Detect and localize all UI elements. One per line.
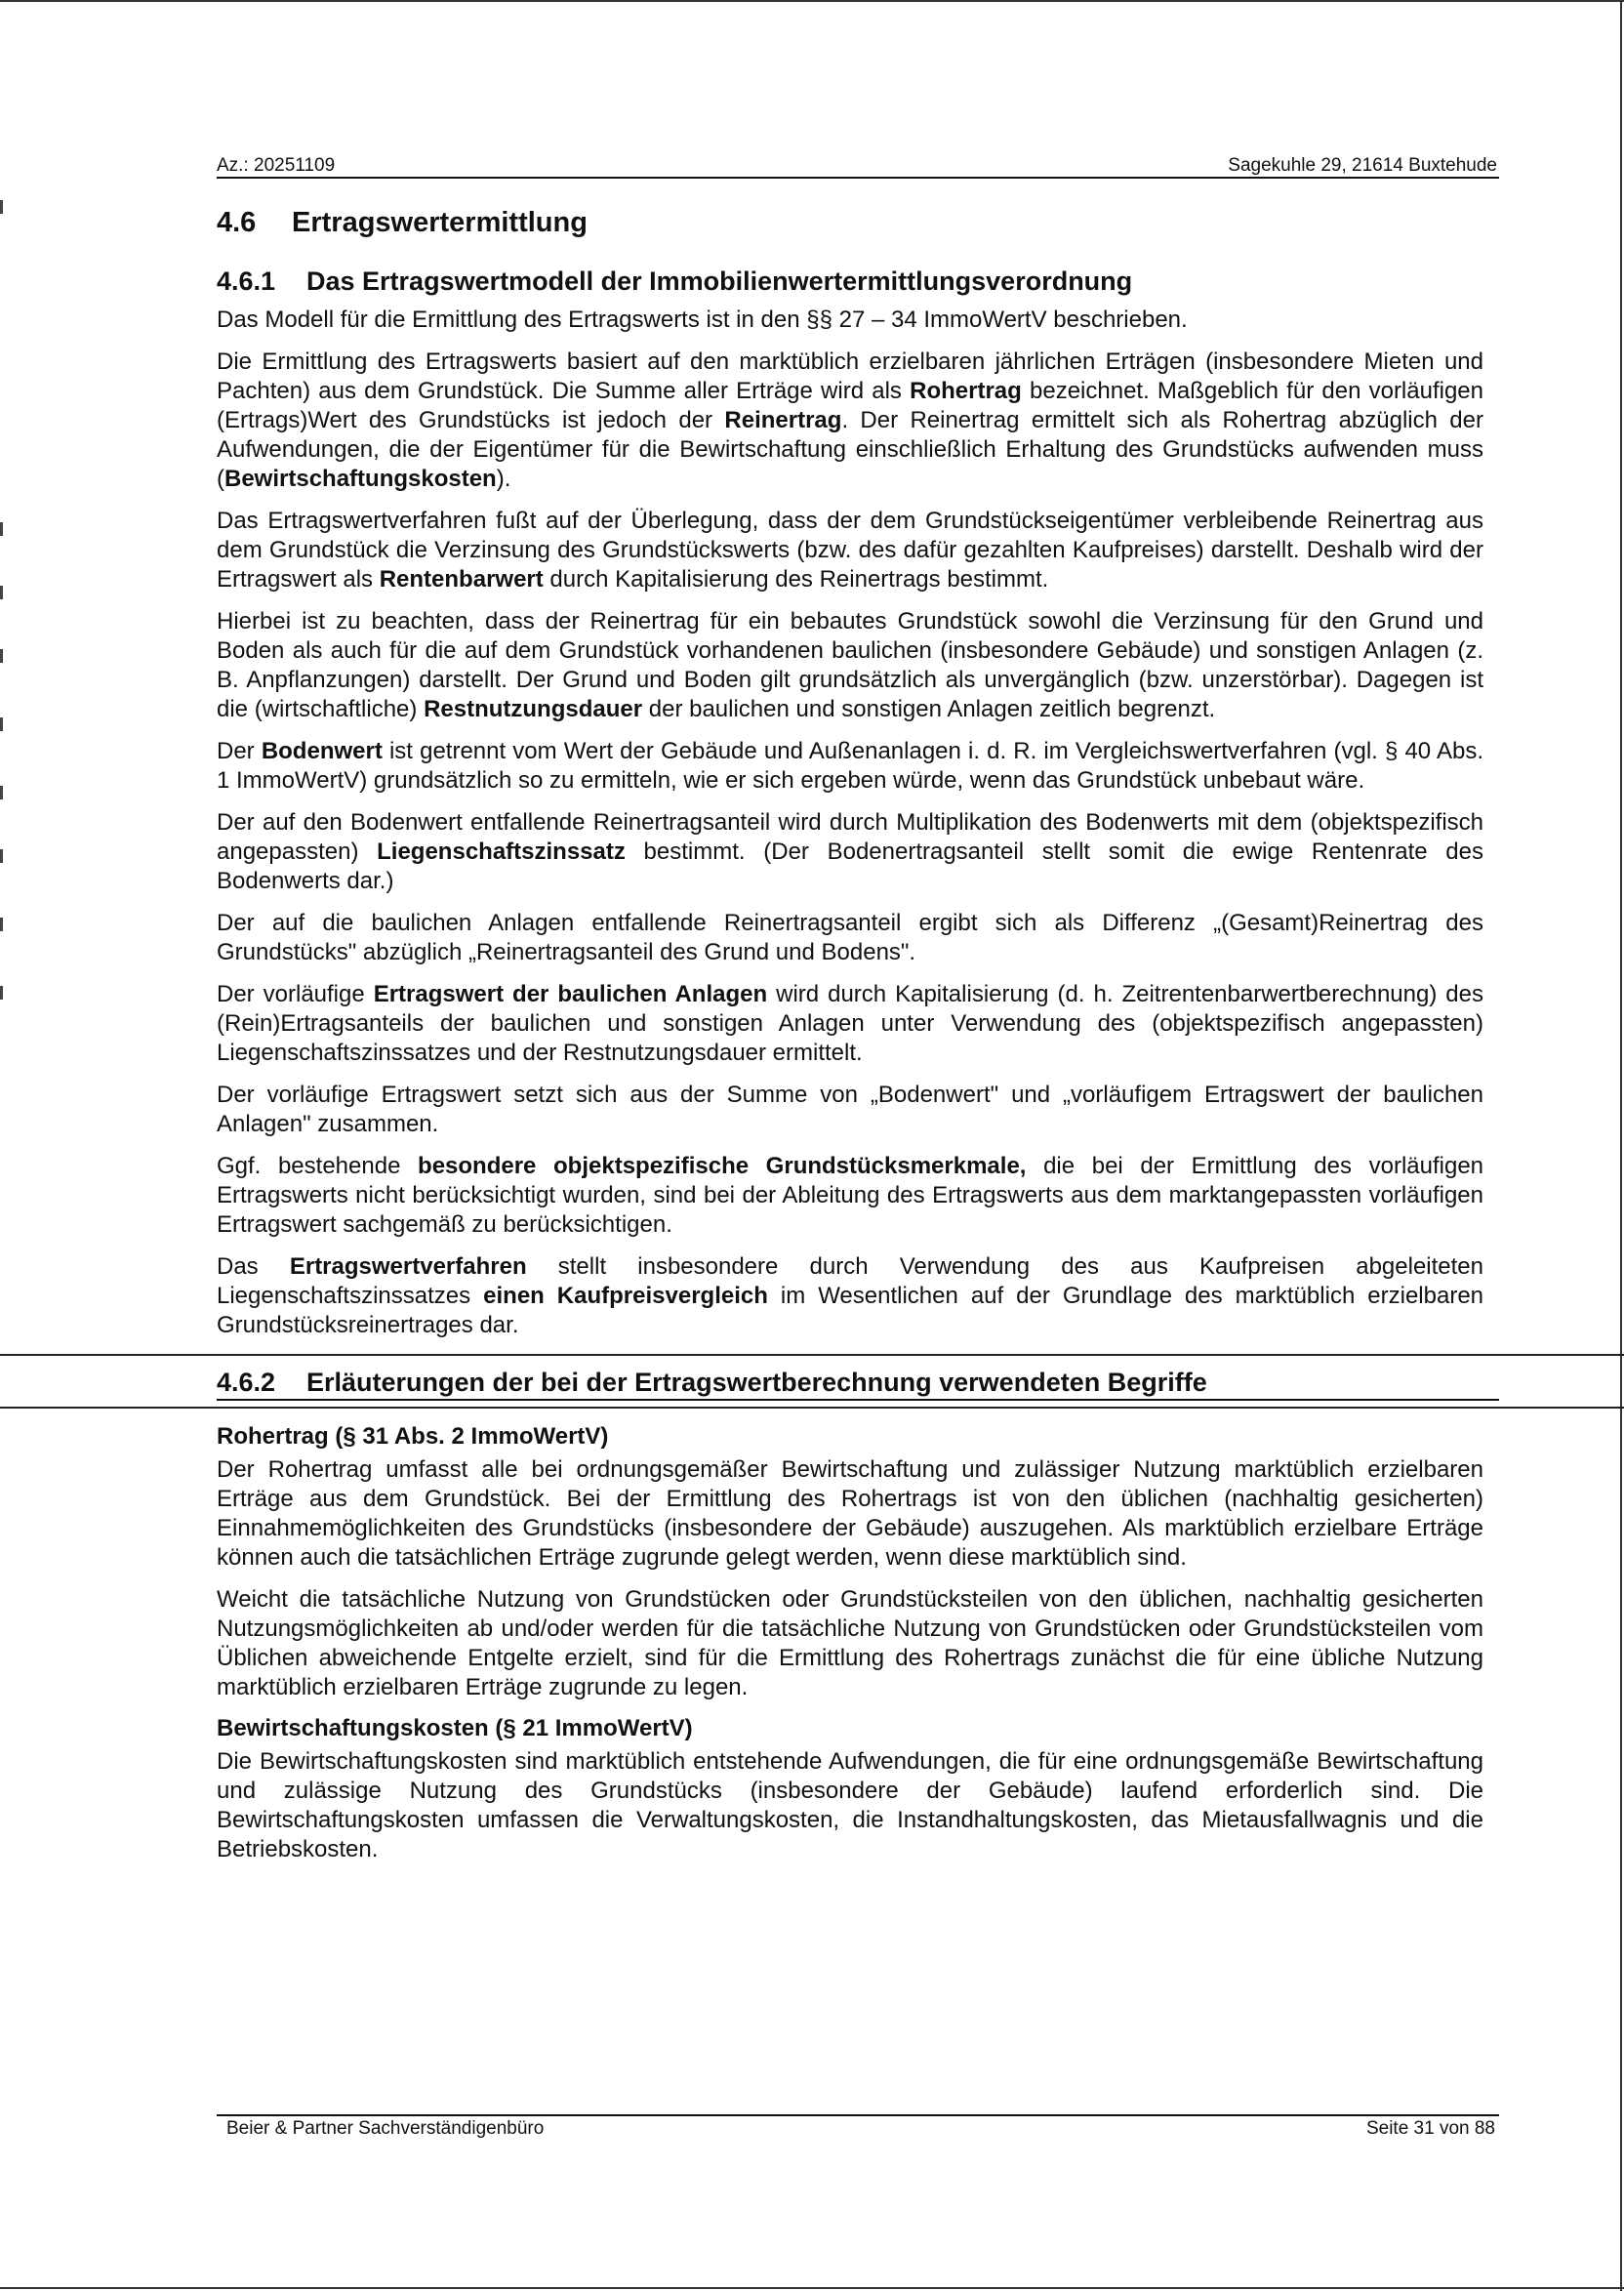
paragraph <box>217 348 1483 494</box>
text-run: Das Ertragswertverfahren fußt auf der Überlegung, dass der dem Grundstückseigentümer verbleibende Reinertrag aus dem Grundstück die Verzinsung des Grundstückswerts (bzw. des dafür gezahlten Kaufpreises) darstellt. Deshalb wird der Ertragswert als <box>217 508 1483 593</box>
text-run: wird durch Kapitalisierung (d. h. Zeitrentenbarwertberechnung) des (Rein)Ertragsanteils der baulichen und sonstigen Anlagen unter Verwendung des (objektspezifisch angepassten) Liegenschaftszinssatzes und der Restnutzungsdauer ermittelt. <box>217 981 1483 1066</box>
page-number: Seite 31 von 88 <box>1365 2118 1495 2139</box>
text-run: ist getrennt vom Wert der Gebäude und Außenanlagen i. d. R. im Vergleichswertverfahren (vgl. § 40 Abs. 1 ImmoWertV) grundsätzlich so zu ermitteln, wie er sich ergeben würde, wenn das Grundstück unbebaut wäre. <box>217 738 1483 794</box>
text-run: Die Ermittlung des Ertragswerts basiert auf den marktüblich erzielbaren jährlichen Erträgen (insbesondere Mieten und Pachten) aus dem Grundstück. Die Summe aller Erträge wird als <box>217 348 1483 404</box>
bold-term: Liegenschaftszinssatz <box>377 839 626 865</box>
text-run: durch Kapitalisierung des Reinertrags bestimmt. <box>543 566 1049 593</box>
section-number: 4.6 <box>217 207 257 238</box>
text-run: Ggf. bestehende <box>217 1153 419 1179</box>
page-footer <box>226 2118 1495 2140</box>
text-run: Der auf den Bodenwert entfallende Reinertragsanteil wird durch Multiplikation des Bodenwerts mit dem (objektspezifisch angepassten) <box>217 809 1483 865</box>
subsection-heading <box>217 265 1483 298</box>
main-content <box>217 205 1483 1877</box>
bold-term: Ertragswert der baulichen Anlagen <box>373 981 768 1007</box>
office-name: Beier & Partner Sachverständigenbüro <box>226 2118 545 2139</box>
margin-mark <box>0 849 3 863</box>
paragraph <box>217 1252 1483 1340</box>
footer-rule <box>217 2114 1499 2116</box>
subsection-heading <box>217 1366 1624 1399</box>
band-rule-bottom <box>0 1407 1624 1409</box>
text-run: Der <box>217 738 262 764</box>
text-run: stellt insbesondere durch Verwendung des aus Kaufpreisen abgeleiteten Liegenschaftszinssatzes <box>217 1253 1484 1309</box>
paragraph: Der Rohertrag umfasst alle bei ordnungsgemäßer Bewirtschaftung und zulässiger Nutzung marktüblich erzielbaren Erträge aus dem Grundstück. Bei der Ermittlung des Rohertrags ist von den üblichen (nachhaltig gesicherten) Einnahmemöglichkeiten des Grundstücks (insbesondere der Gebäude) auszugehen. Als marktüblich erzielbare Erträge können auch die tatsächlichen Erträge zugrunde gelegt werden, wenn diese marktüblich sind. <box>217 1456 1483 1571</box>
paragraph: Weicht die tatsächliche Nutzung von Grundstücken oder Grundstücksteilen von den üblichen, nachhaltig gesicherten Nutzungsmöglichkeiten ab und/oder werden für die tatsächliche Nutzung von Grundstücken oder Grundstücksteilen vom Üblichen abweichende Entgelte erzielt, sind für die Ermittlung des Rohertrags zunächst die für eine übliche Nutzung marktüblich erzielbaren Erträge zugrunde zu legen. <box>217 1586 1483 1700</box>
bold-term: Restnutzungsdauer <box>424 696 643 722</box>
term-heading: Bewirtschaftungskosten (§ 21 ImmoWertV) <box>217 1715 693 1741</box>
subsection-title: Das Ertragswertmodell der Immobilienwertermittlungsverordnung <box>306 266 1133 296</box>
section-heading <box>217 205 1483 240</box>
left-margin-marks <box>0 0 3 2291</box>
header-rule <box>217 177 1499 179</box>
scan-border-top <box>0 0 1624 2</box>
bold-term: Reinertrag <box>724 407 842 433</box>
subsection-number: 4.6.1 <box>217 266 276 296</box>
text-run: der baulichen und sonstigen Anlagen zeitlich begrenzt. <box>642 696 1216 722</box>
text-run: bezeichnet. Maßgeblich für den vorläufigen (Ertrags)Wert des Grundstücks ist jedoch der <box>217 378 1484 433</box>
scan-border-right <box>1620 0 1622 2291</box>
term-heading: Rohertrag (§ 31 Abs. 2 ImmoWertV) <box>217 1423 609 1450</box>
paragraph <box>217 1152 1483 1240</box>
bold-term: Bodenwert <box>261 738 383 764</box>
paragraph: Das Modell für die Ermittlung des Ertragswerts ist in den §§ 27 – 34 ImmoWertV beschrieben. <box>217 307 1188 333</box>
subsection-number: 4.6.2 <box>217 1368 276 1397</box>
subsection-band <box>0 1354 1624 1409</box>
bold-term: einen Kaufpreisvergleich <box>483 1283 768 1309</box>
text-run: Das <box>217 1253 290 1280</box>
bold-term: Rohertrag <box>910 378 1022 404</box>
paragraph <box>217 808 1483 896</box>
scan-border-bottom <box>0 2287 1624 2289</box>
margin-mark <box>0 522 3 536</box>
paragraph: Der auf die baulichen Anlagen entfallende Reinertragsanteil ergibt sich als Differenz „(Gesamt)Reinertrag des Grundstücks" abzüglich „Reinertragsanteil des Grund und Bodens". <box>217 910 1483 965</box>
case-number: Az.: 20251109 <box>217 155 336 176</box>
paragraph <box>217 607 1483 724</box>
paragraph: Der vorläufige Ertragswert setzt sich aus der Summe von „Bodenwert" und „vorläufigem Ertragswert der baulichen Anlagen" zusammen. <box>217 1082 1483 1137</box>
subsection-title: Erläuterungen der bei der Ertragswertberechnung verwendeten Begriffe <box>306 1368 1207 1397</box>
margin-mark <box>0 717 3 731</box>
text-run: bestimmt. (Der Bodenertragsanteil stellt somit die ewige Rentenrate des Bodenwerts dar.) <box>217 839 1483 894</box>
heading-underline <box>217 1399 1499 1401</box>
bold-term: Rentenbarwert <box>379 566 544 593</box>
margin-mark <box>0 918 3 931</box>
margin-mark <box>0 200 3 214</box>
margin-mark <box>0 586 3 599</box>
margin-mark <box>0 649 3 663</box>
text-run: die bei der Ermittlung des vorläufigen Ertragswerts nicht berücksichtigt wurden, sind bei der Ableitung des Ertragswerts aus dem marktangepassten vorläufigen Ertragswert sachgemäß zu berücksichtigen. <box>217 1153 1484 1238</box>
section-title: Ertragswertermittlung <box>292 207 588 238</box>
property-address: Sagekuhle 29, 21614 Buxtehude <box>1228 155 1497 176</box>
text-run: im Wesentlichen auf der Grundlage des marktüblich erzielbaren Grundstücksreinertrages dar. <box>217 1283 1484 1338</box>
paragraph <box>217 507 1483 594</box>
margin-mark <box>0 986 3 1000</box>
band-rule-top <box>0 1354 1624 1356</box>
bold-term: Ertragswertverfahren <box>289 1253 527 1280</box>
paragraph <box>217 980 1483 1068</box>
bold-term: besondere objektspezifische Grundstücksmerkmale, <box>418 1153 1027 1179</box>
text-run: ). <box>496 466 511 492</box>
page-header <box>217 151 1497 177</box>
margin-mark <box>0 786 3 799</box>
paragraph <box>217 737 1483 796</box>
text-run: Der vorläufige <box>217 981 374 1007</box>
paragraph: Die Bewirtschaftungskosten sind marktüblich entstehende Aufwendungen, die für eine ordnungsgemäße Bewirtschaftung und zulässige Nutzung des Grundstücks (insbesondere der Gebäude) laufend erforderlich sind. Die Bewirtschaftungskosten umfassen die Verwaltungskosten, die Instandhaltungskosten, das Mietausfallwagnis und die Betriebskosten. <box>217 1748 1483 1862</box>
text-run: Hierbei ist zu beachten, dass der Reinertrag für ein bebautes Grundstück sowohl die Verzinsung für den Grund und Boden als auch für die auf dem Grundstück vorhandenen baulichen (insbesondere Gebäude) und sonstigen Anlagen (z. B. Anpflanzungen) darstellt. Der Grund und Boden gilt grundsätzlich als unvergänglich (bzw. unzerstörbar). Dagegen ist die (wirtschaftliche) <box>217 608 1483 722</box>
text-run: . Der Reinertrag ermittelt sich als Rohertrag abzüglich der Aufwendungen, die der Eigentümer für die Bewirtschaftung einschließlich Erhaltung des Grundstücks aufwenden muss ( <box>217 407 1483 492</box>
bold-term: Bewirtschaftungskosten <box>224 466 497 492</box>
